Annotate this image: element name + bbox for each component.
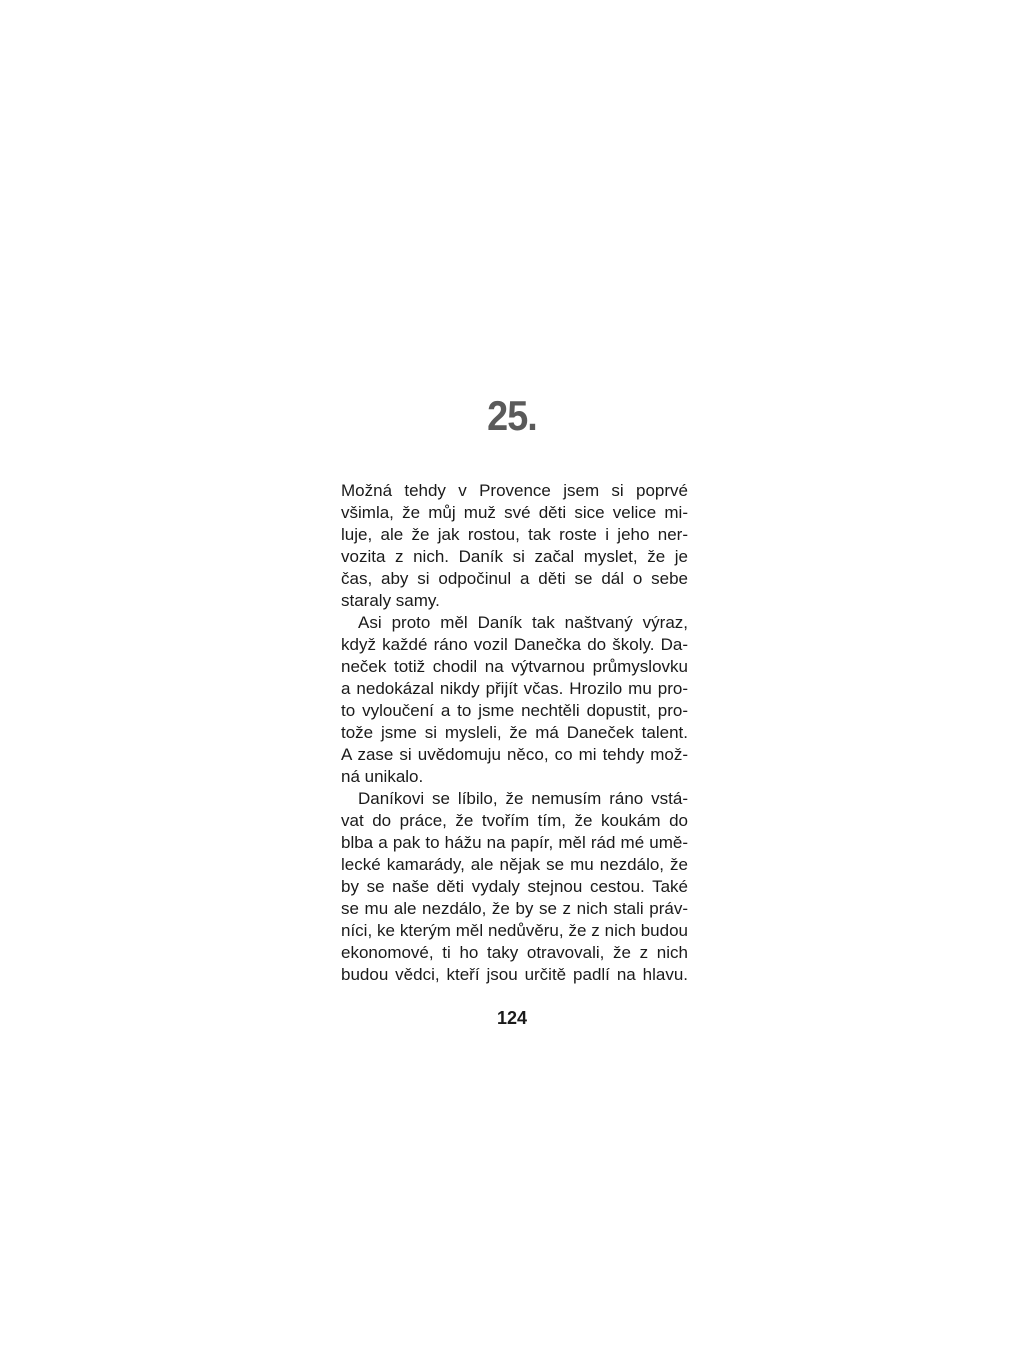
text-line: staraly samy. <box>341 591 440 610</box>
paragraph-2 <box>341 612 688 788</box>
page-number: 124 <box>496 1008 528 1028</box>
paragraph-1 <box>341 480 688 612</box>
text-line: se mu ale nezdálo, že by se z nich stali práv- <box>341 899 688 918</box>
text-line: A zase si uvědomuju něco, co mi tehdy mož- <box>341 745 688 764</box>
text-line: by se naše děti vydaly stejnou cestou. Také <box>341 877 688 896</box>
text-line: Možná tehdy v Provence jsem si poprvé <box>341 481 688 500</box>
text-line: Daníkovi se líbilo, že nemusím ráno vstá- <box>358 789 688 808</box>
text-line: luje, ale že jak rostou, tak roste i jeho ner- <box>341 525 688 544</box>
text-line: všimla, že můj muž své děti sice velice mi- <box>341 503 688 522</box>
text-line: Asi proto měl Daník tak naštvaný výraz, <box>358 613 688 632</box>
text-line: ekonomové, ti ho taky otravovali, že z nich <box>341 943 688 962</box>
text-line: to vyloučení a to jsme nechtěli dopustit, pro- <box>341 701 688 720</box>
text-line: tože jsme si mysleli, že má Daneček talent. <box>341 723 688 742</box>
text-line: lecké kamarády, ale nějak se mu nezdálo, že <box>341 855 688 874</box>
text-line: blba a pak to hážu na papír, měl rád mé umě- <box>341 833 688 852</box>
paragraph-3 <box>341 788 688 986</box>
chapter-number: 25. <box>487 392 537 439</box>
text-line: čas, aby si odpočinul a děti se dál o sebe <box>341 569 688 588</box>
text-line: vozita z nich. Daník si začal myslet, že je <box>341 547 688 566</box>
text-line: ná unikalo. <box>341 767 424 786</box>
text-line: budou vědci, kteří jsou určitě padlí na hlavu. <box>341 965 688 984</box>
text-line: neček totiž chodil na výtvarnou průmyslovku <box>341 657 688 676</box>
text-line: níci, ke kterým měl nedůvěru, že z nich budou <box>341 921 688 940</box>
body-text <box>341 480 688 986</box>
text-line: když každé ráno vozil Danečka do školy. Da- <box>341 635 688 654</box>
text-line: a nedokázal nikdy přijít včas. Hrozilo mu pro- <box>341 679 688 698</box>
text-line: vat do práce, že tvořím tím, že koukám do <box>341 811 688 830</box>
